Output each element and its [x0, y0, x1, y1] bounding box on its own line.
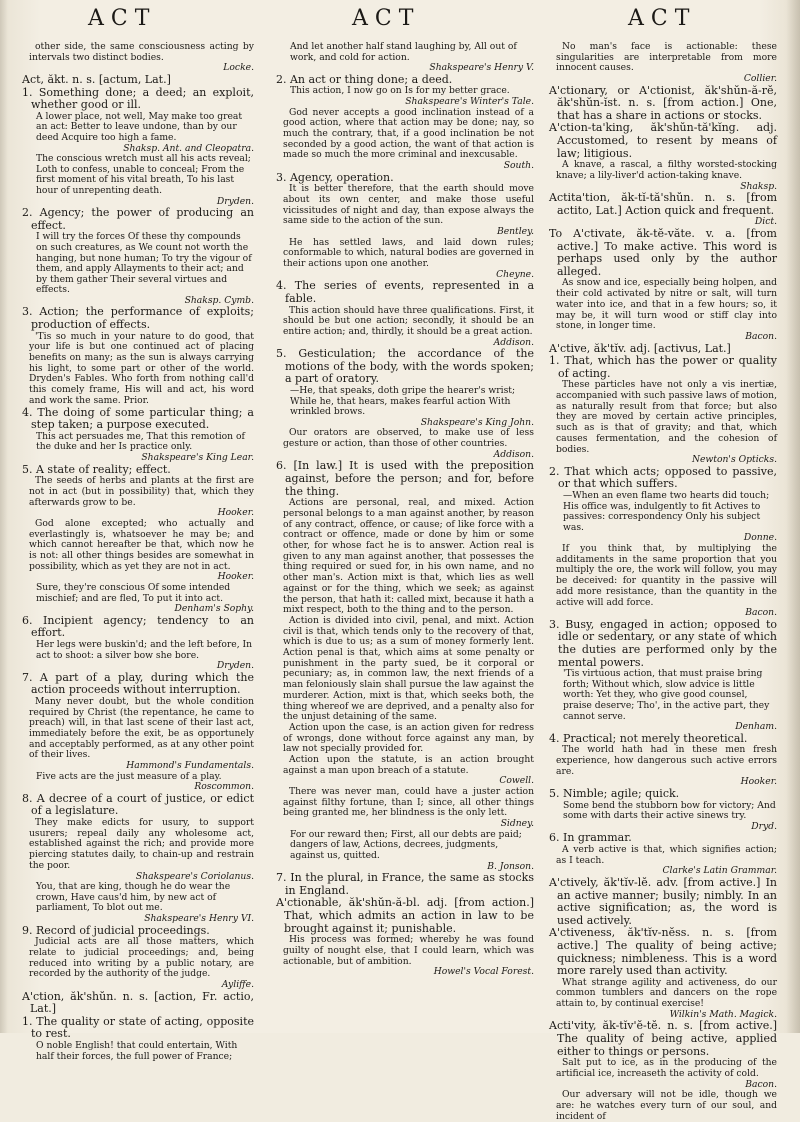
- citation-source: Shaksp. Ant. and Cleopatra.: [123, 142, 254, 154]
- citation-source: Collier.: [743, 73, 777, 85]
- citation-source: Shaksp. Cymb.: [184, 294, 254, 306]
- verse-quotation: This action, I now go on Is for my better grace.: [290, 85, 510, 97]
- citation-source: Bacon.: [745, 607, 777, 619]
- citation-source: Bacon.: [745, 330, 777, 342]
- quotation: Action is divided into civil, penal, and mixt. Action civil is that, which tends only to the recovery of that, which is due to us; as a sum of money formerly lent. Action penal is that, which aims at some penalty or punishment in the party sued, be it corporal or pecuniary; as, in common law, the next friends of a man feloniously slain shall pursue the law against the murderer. Action, mixt is that, which seeks both, the thing whereof we are deprived, and a penalty also for the unjust detaining of the same.: [283, 614, 534, 723]
- citation-source: Addison.: [493, 448, 534, 460]
- verse-quotation: The conscious wretch must all his acts reveal; Loth to confess, unable to conceal; From the first moment of his vital breath, To his last hour of unrepenting death.: [36, 153, 251, 196]
- page-edge-shadow: [0, 0, 8, 1033]
- quotation: A knave, a rascal, a filthy worsted-stocking knave; a lily-liver'd action-taking knave.: [556, 159, 777, 181]
- citation-source: Shakspeare's Winter's Tale.: [405, 95, 534, 107]
- quotation: It is better therefore, that the earth should move about its own center, and make those useful vicissitudes of night and day, than expose always the same side to the action of the sun.: [283, 183, 534, 227]
- verse-quotation: A lower place, not well, May make too great an act: Better to leave undone, than by our deed Acquire too high a fame.: [36, 110, 243, 143]
- quotation: His process was formed; whereby he was found guilty of nought else, that I could learn, which was actionable, but of ambition.: [283, 934, 534, 967]
- sense-definition: 4. Practical; not merely theoretical.: [549, 731, 748, 745]
- dictionary-entry: A'ctionary, or A'ctionist, ăk'shŭn-ă-rĕ, ăk'shŭn-ĭst. n. s. [from action.] One, that has a share in actions or stocks.: [549, 83, 777, 122]
- quotation: This action should have three qualifications. First, it should be but one action; secondly, it should be an entire action; and, thirdly, it should be a great action.: [283, 304, 534, 337]
- sense-definition: 2. That which acts; opposed to passive, or that which suffers.: [549, 464, 777, 491]
- dictionary-entry: To A'ctivate, ăk-tĕ-văte. v. a. [from active.] To make active. This word is perhaps used only by the author alleged.: [549, 227, 777, 278]
- citation-source: Shakspeare's King John.: [420, 416, 534, 428]
- citation-source: Roscommon.: [194, 781, 254, 793]
- running-header-right: ACT: [628, 6, 697, 31]
- citation-source: Donne.: [743, 532, 777, 544]
- verse-quotation: For our reward then; First, all our debts are paid; dangers of law, Actions, decrees, judgments, against us, quitted.: [290, 828, 522, 861]
- dictionary-entry: A'ctive, ăk'tĭv. adj. [activus, Lat.]: [549, 341, 731, 355]
- quotation: Judicial acts are all those matters, which relate to judicial proceedings; and, being reduced into writing by a public notary, are recorded by the authority of the judge.: [29, 936, 254, 980]
- citation-source: Dryden.: [216, 660, 254, 672]
- citation-source: Newton's Opticks.: [691, 454, 777, 466]
- quotation: There was never man, could have a juster action against filthy fortune, than I; since, all other things being granted me, her blindness is the only lett.: [283, 786, 534, 819]
- sense-definition: 2. Agency; the power of producing an effect.: [22, 206, 254, 232]
- verse-quotation: O noble English! that could entertain, With half their forces, the full power of France;: [36, 1039, 238, 1062]
- citation-source: Bacon.: [745, 1078, 777, 1090]
- citation-source: B. Jonson.: [487, 860, 534, 872]
- sense-definition: 6. Incipient agency; tendency to an effort.: [22, 613, 254, 640]
- running-header-left: ACT: [88, 6, 157, 31]
- gutter-shadow: [786, 0, 800, 1033]
- citation-source: Dryd.: [751, 820, 777, 832]
- quotation: The world hath had in these men fresh experience, how dangerous such active errors are.: [556, 744, 777, 777]
- citation-source: Bentley.: [496, 226, 534, 238]
- quotation: A verb active is that, which signifies action; as I teach.: [556, 844, 777, 866]
- citation-source: Hooker.: [217, 571, 254, 583]
- citation-source: Locke.: [223, 62, 254, 74]
- citation-source: Hooker.: [740, 776, 777, 788]
- sense-definition: 4. The doing of some particular thing; a step taken; a purpose executed.: [22, 405, 254, 432]
- column-middle: [276, 42, 534, 1027]
- citation-source: South.: [503, 160, 534, 172]
- citation-source: Dryden.: [216, 195, 254, 207]
- dictionary-entry: A'ctionable, ăk'shŭn-ă-bl. adj. [from action.] That, which admits an action in law to be brought against it; punishable.: [276, 896, 534, 935]
- sense-definition: 4. The series of events, represented in a fable.: [276, 279, 534, 305]
- quotation: These particles have not only a vis inertiæ, accompanied with such passive laws of motion, as naturally result from that force; but also they are moved by certain active principles, such as is that of gravity; and that, which causes fermentation, and the cohesion of bodies.: [556, 379, 777, 455]
- dictionary-entry: Actita'tion, ăk-tĭ-tă'shŭn. n. s. [from actito, Lat.] Action quick and frequent.: [549, 191, 777, 217]
- verse-quotation: Sure, they're conscious Of some intended mischief; and are fled, To put it into act.: [36, 581, 231, 604]
- dictionary-entry: A'ctively, ăk'tĭv-lĕ. adv. [from active.] In an active manner; busily; nimbly. In an active signification; as, the word is used actively.: [549, 876, 777, 927]
- sense-definition: 3. Busy, engaged in action; opposed to idle or sedentary, or any state of which the duties are performed only by the mental powers.: [549, 617, 777, 669]
- sense-definition: 6. [In law.] It is used with the preposition against, before the person; and for, before the thing.: [276, 459, 534, 498]
- verse-quotation: 'Tis virtuous action, that must praise bring forth; Without which, slow advice is little worth: Yet they, who give good counsel, praise deserve; Tho', in the active part, they cannot serve.: [563, 668, 770, 722]
- citation-source: Shakspeare's Henry VI.: [144, 912, 254, 924]
- running-header-center: ACT: [352, 6, 421, 31]
- citation-source: Clarke's Latin Grammar.: [662, 865, 777, 877]
- column-left: [22, 41, 254, 1062]
- citation-source: Addison.: [493, 336, 534, 348]
- citation-source: Shaksp.: [740, 180, 777, 192]
- sense-definition: 9. Record of judicial proceedings.: [22, 923, 210, 937]
- citation-source: Denham's Sophy.: [174, 603, 254, 615]
- quotation: God alone excepted; who actually and everlastingly is, whatsoever he may be; and which cannot hereafter be that, which now he is not: all other things besides are somewhat in possibility, which as yet they are not in act.: [29, 517, 254, 572]
- quotation: Our orators are observed, to make use of less gesture or action, than those of other countries.: [283, 427, 534, 450]
- quotation: 'Tis so much in your nature to do good, that your life is but one continued act of placing benefits on many; as the sun is always carrying his light, to some part or other of the world. Dryden's Fables. Who forth from nothing call'd this comely frame, His will and act, his word and work the same. Prior.: [29, 330, 254, 406]
- citation-source: Cheyne.: [496, 268, 534, 280]
- dictionary-entry: Act, ăkt. n. s. [actum, Lat.]: [22, 73, 171, 86]
- quotation: What strange agility and activeness, do our common tumblers and dancers on the rope attain to, by continual exercise!: [556, 976, 777, 1010]
- citation-source: Dict.: [754, 216, 777, 228]
- sense-definition: 1. Something done; a deed; an exploit, whether good or ill.: [22, 85, 254, 112]
- verse-quotation: —He, that speaks, doth gripe the hearer's wrist; While he, that hears, makes fearful action With wrinkled brows.: [290, 385, 516, 418]
- citation-source: Shakspeare's Henry V.: [429, 62, 534, 74]
- running-headers: [0, 6, 800, 40]
- sense-definition: 8. A decree of a court of justice, or edict of a legislature.: [22, 791, 254, 818]
- sense-definition: 3. Action; the performance of exploits; production of effects.: [22, 305, 254, 332]
- citation-source: Wilkin's Math. Magick.: [669, 1008, 777, 1020]
- sense-definition: 7. In the plural, in France, the same as stocks in England.: [276, 871, 534, 897]
- sense-definition: 5. A state of reality; effect.: [22, 462, 171, 476]
- quotation: The seeds of herbs and plants at the first are not in act (but in possibility) that, which they afterwards grow to be.: [29, 475, 254, 508]
- verse-quotation: Some bend the stubborn bow for victory; And some with darts their active sinews try.: [563, 799, 776, 822]
- quotation: other side, the same consciousness acting by intervals two distinct bodies.: [29, 41, 254, 63]
- sense-definition: 6. In grammar.: [549, 831, 632, 845]
- quotation: Salt put to ice, as in the producing of the artificial ice, increaseth the activity of cold.: [556, 1057, 777, 1079]
- quotation: Action upon the case, is an action given for redress of wrongs, done without force against any man, by law not specially provided for.: [283, 721, 534, 755]
- quotation: Our adversary will not be idle, though we are: he watches every turn of our soul, and incident of: [556, 1089, 777, 1122]
- citation-source: Hammond's Fundamentals.: [126, 760, 254, 772]
- verse-quotation: You, that are king, though he do wear the crown, Have caus'd him, by new act of parliament, To blot out me.: [36, 881, 231, 914]
- sense-definition: 7. A part of a play, during which the action proceeds without interruption.: [22, 670, 254, 697]
- quotation: God never accepts a good inclination instead of a good action, where that action may be done; nay, so much the contrary, that, if a good inclination be not seconded by a good action, the want of that action is made so much the more criminal and inexcusable.: [283, 106, 534, 161]
- column-right: [549, 41, 777, 1122]
- sense-definition: 1. The quality or state of acting, opposite to rest.: [22, 1014, 254, 1041]
- quotation: He has settled laws, and laid down rules; conformable to which, natural bodies are governed in their actions upon one another.: [283, 236, 534, 270]
- verse-quotation: Her legs were buskin'd; and the left before, In act to shoot: a silver bow she bore.: [36, 638, 253, 661]
- verse-quotation: I will try the forces Of these thy compounds on such creatures, as We count not worth the hanging, but none human; To try the vigour of them, and apply Allayments to their act; and by them gather Their several virtues and effects.: [36, 231, 252, 296]
- quotation: Many never doubt, but the whole condition required by Christ (the repentance, he came to preach) will, in that last scene of their last act, immediately before the exit, be as opportunely and acceptably performed, as at any other point of their lives.: [29, 695, 254, 761]
- verse-quotation: And let another half stand laughing by, All out of work, and cold for action.: [290, 41, 517, 63]
- dictionary-entry: Acti'vity, ăk-tĭv'ĕ-tĕ. n. s. [from active.] The quality of being active, applied either to things or persons.: [549, 1019, 777, 1058]
- citation-source: Sidney.: [500, 818, 534, 830]
- dictionary-entry: A'ction-ta'king, ăk'shŭn-tă'kĭng. adj. Accustomed, to resent by means of law; litigious.: [549, 121, 777, 160]
- sense-definition: 3. Agency, operation.: [276, 170, 394, 184]
- sense-definition: 5. Nimble; agile; quick.: [549, 787, 680, 801]
- quotation: Actions are personal, real, and mixed. Action personal belongs to a man against another, by reason of any contract, offence, or cause; of like force with a contract or offence, made or done by him or some other, for whose fact he is to answer. Action real is given to any man against another, that possesses the thing required or sued for, in his own name, and no other man's. Action mixt is that, which lies as well against or for the thing, which we seek; as against the person, that hath it: called mixt, because it hath a mixt respect, both to the thing and to the person.: [283, 497, 534, 616]
- dictionary-entry: A'ction, ăk'shŭn. n. s. [action, Fr. actio, Lat.]: [22, 989, 254, 1016]
- citation-source: Shakspeare's Coriolanus.: [135, 870, 254, 882]
- quotation: No man's face is actionable: these singularities are interpretable from more innocent causes.: [556, 41, 777, 74]
- quotation: They make edicts for usury, to support usurers; repeal daily any wholesome act, established against the rich; and provide more piercing statutes daily, to chain-up and restrain the poor.: [29, 817, 254, 871]
- citation-source: Howel's Vocal Forest.: [433, 966, 534, 978]
- citation-source: Cowell.: [499, 775, 534, 787]
- verse-quotation: This act persuades me, That this remotion of the duke and her Is practice only.: [36, 430, 245, 453]
- sense-definition: 2. An act or thing done; a deed.: [276, 72, 453, 86]
- quotation: If you think that, by multiplying the additaments in the same proportion that you multiply the ore, the work will follow, you may be deceived: for quantity in the passive will add more resistance, than the quantity in the active will add force.: [556, 542, 777, 608]
- citation-source: Denham.: [735, 721, 777, 733]
- quotation: As snow and ice, especially being holpen, and their cold activated by nitre or salt, will turn water into ice, and that in a few hours; so, it may be, it will turn wood or stiff clay into stone, in longer time.: [556, 277, 777, 332]
- sense-definition: 5. Gesticulation; the accordance of the motions of the body, with the words spoken; a part of oratory.: [276, 347, 534, 386]
- verse-quotation: —When an even flame two hearts did touch; His office was, indulgently to fit Actives to passives: correspondency Only his subject was.: [563, 490, 770, 533]
- sense-definition: 1. That, which has the power or quality of acting.: [549, 354, 777, 380]
- citation-source: Shakspeare's King Lear.: [141, 451, 254, 463]
- dictionary-entry: A'ctiveness, ăk'tĭv-nĕss. n. s. [from active.] The quality of being active; quickness; nimbleness. This is a word more rarely used than activity.: [549, 926, 777, 978]
- quotation: Action upon the statute, is an action brought against a man upon breach of a statute.: [283, 754, 534, 776]
- citation-source: Ayliffe.: [221, 978, 254, 990]
- verse-quotation: Five acts are the just measure of a play.: [36, 770, 222, 782]
- citation-source: Hooker.: [217, 507, 254, 519]
